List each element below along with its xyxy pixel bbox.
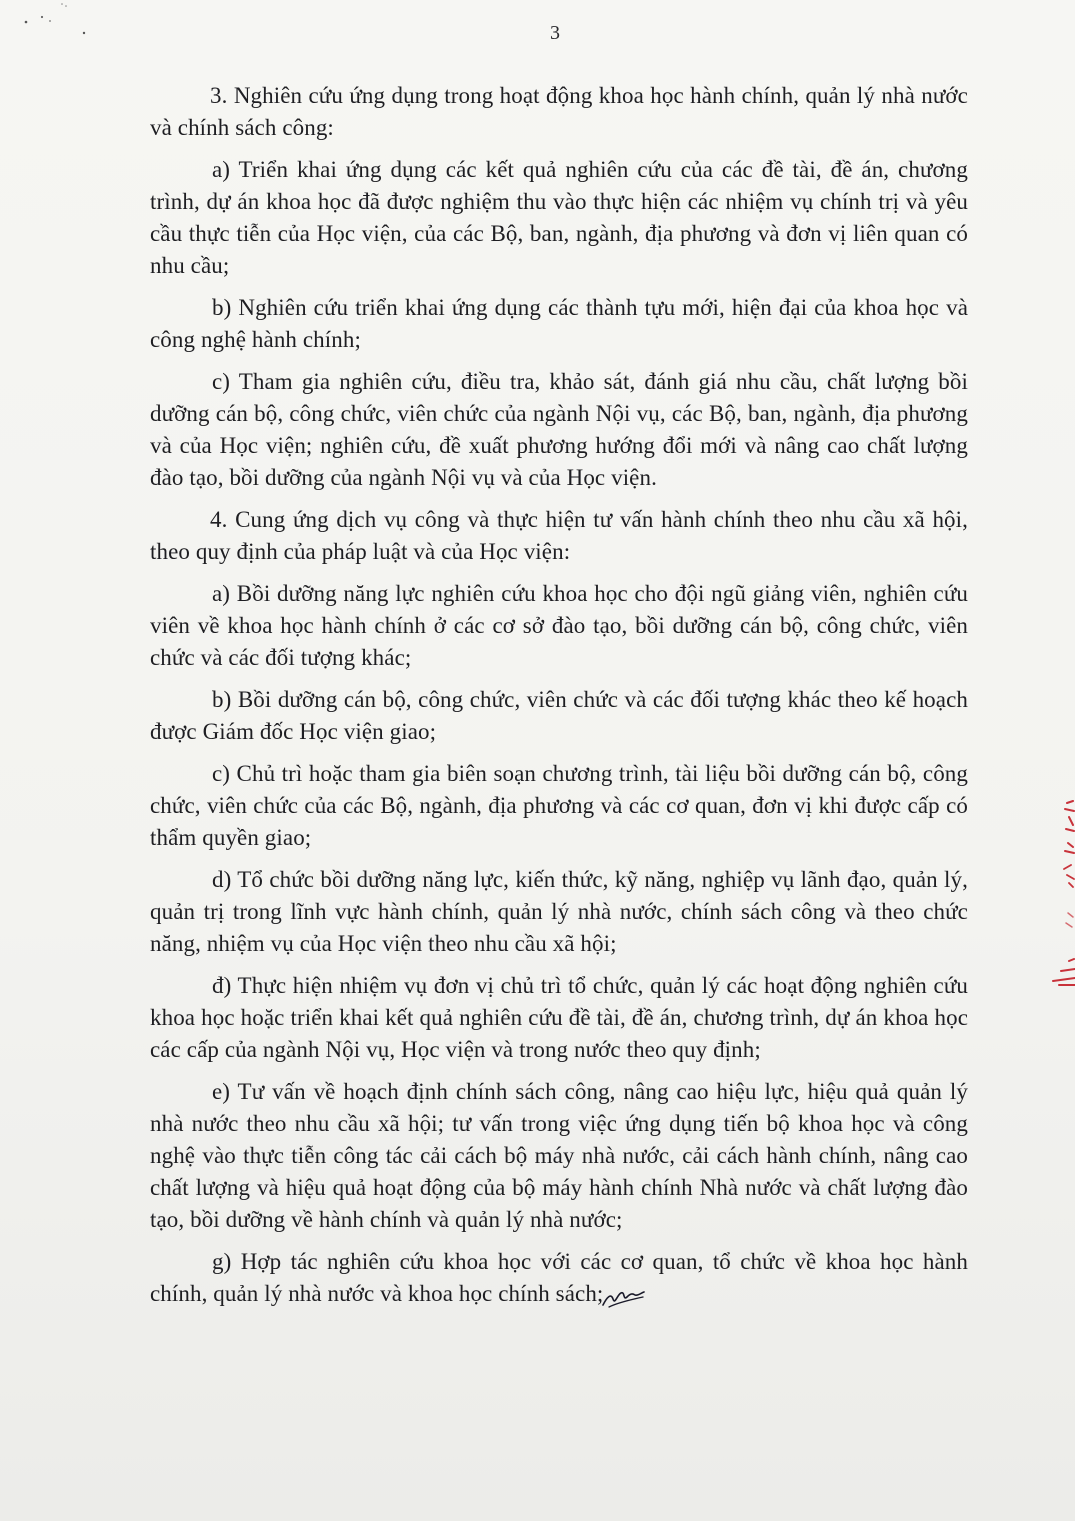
item-4g-text: g) Hợp tác nghiên cứu khoa học với các cơ quan, tổ chức về khoa học hành chính, quản lý nhà nước và khoa học chính sách; [150, 1249, 968, 1306]
item-3b: b) Nghiên cứu triển khai ứng dụng các thành tựu mới, hiện đại của khoa học và công nghệ hành chính; [150, 295, 968, 352]
item-4e: e) Tư vấn về hoạch định chính sách công, nâng cao hiệu lực, hiệu quả quản lý nhà nước theo nhu cầu xã hội; tư vấn trong việc ứng dụng tiến bộ khoa học và công nghệ vào thực tiễn công tác cải cách bộ máy nhà nước, cải cách hành chính, nâng cao chất lượng và hiệu quả hoạt động của bộ máy hành chính Nhà nước và chất lượng đào tạo, bồi dưỡng về hành chính và quản lý nhà nước; [150, 1079, 968, 1232]
item-3a: a) Triển khai ứng dụng các kết quả nghiên cứu của các đề tài, đề án, chương trình, dự án khoa học đã được nghiệm thu vào thực hiện các nhiệm vụ chính trị và yêu cầu thực tiễn của Học viện, của các Bộ, ban, ngành, địa phương và đơn vị liên quan có nhu cầu; [150, 157, 968, 278]
item-3c: c) Tham gia nghiên cứu, điều tra, khảo sát, đánh giá nhu cầu, chất lượng bồi dưỡng cán bộ, công chức, viên chức của ngành Nội vụ, các Bộ, ban, ngành, địa phương và của Học viện; nghiên cứu, đề xuất phương hướng đổi mới và nâng cao chất lượng đào tạo, bồi dưỡng của ngành Nội vụ và của Học viện. [150, 369, 968, 490]
section-4-heading: 4. Cung ứng dịch vụ công và thực hiện tư vấn hành chính theo nhu cầu xã hội, theo quy định của pháp luật và của Học viện: [150, 507, 968, 564]
item-4a: a) Bồi dưỡng năng lực nghiên cứu khoa học cho đội ngũ giảng viên, nghiên cứu viên về khoa học hành chính ở các cơ sở đào tạo, bồi dưỡng cán bộ, công chức, viên chức và các đối tượng khác; [150, 581, 968, 670]
section-3-heading: 3. Nghiên cứu ứng dụng trong hoạt động khoa học hành chính, quản lý nhà nước và chính sách công: [150, 83, 968, 140]
red-stamp-edge-icon [1049, 795, 1075, 995]
item-4d: d) Tổ chức bồi dưỡng năng lực, kiến thức, kỹ năng, nghiệp vụ lãnh đạo, quản lý, quản trị trong lĩnh vực hành chính, quản lý nhà nước, chính sách công và theo chức năng, nhiệm vụ của Học viện theo nhu cầu xã hội; [150, 867, 968, 956]
item-4g [150, 1246, 968, 1310]
page-number: 3 [550, 22, 560, 44]
item-4b: b) Bồi dưỡng cán bộ, công chức, viên chức và các đối tượng khác theo kế hoạch được Giám đốc Học viện giao; [150, 687, 968, 744]
item-4dd: đ) Thực hiện nhiệm vụ đơn vị chủ trì tổ chức, quản lý các hoạt động nghiên cứu khoa học hoặc triển khai kết quả nghiên cứu đề tài, đề án, chương trình, dự án khoa học các cấp của ngành Nội vụ, Học viện và trong nước theo quy định; [150, 973, 968, 1062]
initials-signature-icon [599, 1283, 645, 1309]
document-body [150, 80, 968, 1320]
item-4c: c) Chủ trì hoặc tham gia biên soạn chương trình, tài liệu bồi dưỡng cán bộ, công chức, viên chức của các Bộ, ngành, địa phương và các cơ quan, đơn vị khi được cấp có thẩm quyền giao; [150, 761, 968, 850]
